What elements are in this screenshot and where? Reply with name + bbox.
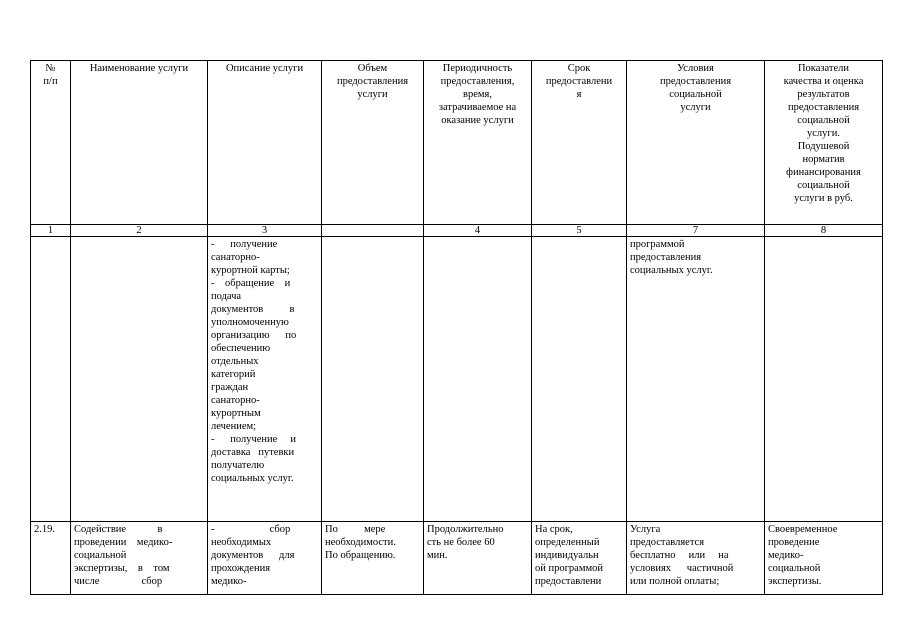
text-line: - обращение и <box>211 278 291 289</box>
cell-service-number: 2.19. <box>31 522 71 595</box>
cell-conditions-continued <box>627 237 765 522</box>
header-volume: Объем предоставления услуги <box>322 61 424 225</box>
text-line: экспертизы, в том <box>74 563 170 574</box>
text-line: документов для <box>211 550 295 561</box>
text-line: предоставлени <box>535 576 602 587</box>
text-line: получателю <box>211 460 265 471</box>
column-number: 3 <box>208 225 322 237</box>
text-line: прохождения <box>211 563 271 574</box>
text-line: числе сбор <box>74 576 163 587</box>
text-line: медико- <box>211 576 247 587</box>
conditions-lines <box>630 238 761 277</box>
document-page <box>30 60 883 595</box>
text-line: санаторно- <box>211 395 260 406</box>
text-line: условиях частичной <box>630 563 734 574</box>
service-row-2-19 <box>31 522 883 595</box>
cell-service-description <box>208 522 322 595</box>
services-table <box>30 60 883 595</box>
header-periodicity: Периодичность предоставления, время, затрачиваемое на оказание услуги <box>424 61 532 225</box>
cell-empty <box>31 237 71 522</box>
description-lines <box>211 238 318 485</box>
text-line: - получение <box>211 239 278 250</box>
cell-description-continued <box>208 237 322 522</box>
text-line: индивидуальн <box>535 550 599 561</box>
text-line: - получение и <box>211 434 297 445</box>
service-quality-lines <box>768 523 879 588</box>
text-line: программой <box>630 239 685 250</box>
cell-service-volume <box>322 522 424 595</box>
text-line: проведение <box>768 537 820 548</box>
text-line: медико- <box>768 550 804 561</box>
text-line: определенный <box>535 537 600 548</box>
text-line: лечением; <box>211 421 257 432</box>
text-line: социальной <box>74 550 127 561</box>
text-line: организацию по <box>211 330 297 341</box>
service-conditions-lines <box>630 523 761 588</box>
text-line: мин. <box>427 550 448 561</box>
cell-empty <box>424 237 532 522</box>
text-line: или полной оплаты; <box>630 576 720 587</box>
text-line: документов в <box>211 304 295 315</box>
text-line: обеспечению <box>211 343 271 354</box>
text-line: Продолжительно <box>427 524 504 535</box>
text-line: необходимых <box>211 537 272 548</box>
text-line: - сбор <box>211 524 291 535</box>
service-name-lines <box>74 523 204 588</box>
text-line: курортной карты; <box>211 265 290 276</box>
text-line: социальных услуг. <box>630 265 713 276</box>
text-line: необходимости. <box>325 537 396 548</box>
text-line: курортным <box>211 408 261 419</box>
text-line: социальных услуг. <box>211 473 294 484</box>
header-service-name: Наименование услуги <box>71 61 208 225</box>
cell-service-term <box>532 522 627 595</box>
continuation-row <box>31 237 883 522</box>
text-line: граждан <box>211 382 249 393</box>
column-number-row <box>31 225 883 237</box>
service-volume-lines <box>325 523 420 562</box>
text-line: Своевременное <box>768 524 838 535</box>
text-line: социальной <box>768 563 821 574</box>
text-line: категорий <box>211 369 256 380</box>
cell-service-name <box>71 522 208 595</box>
cell-service-conditions <box>627 522 765 595</box>
column-number: 8 <box>765 225 883 237</box>
text-line: предоставляется <box>630 537 705 548</box>
cell-empty <box>765 237 883 522</box>
header-service-description: Описание услуги <box>208 61 322 225</box>
cell-service-quality <box>765 522 883 595</box>
text-line: бесплатно или на <box>630 550 729 561</box>
service-term-lines <box>535 523 623 588</box>
cell-empty <box>322 237 424 522</box>
column-number-empty <box>322 225 424 237</box>
cell-service-periodicity <box>424 522 532 595</box>
header-number: № п/п <box>31 61 71 225</box>
column-number: 7 <box>627 225 765 237</box>
header-conditions: Условия предоставления социальной услуги <box>627 61 765 225</box>
text-line: предоставления <box>630 252 702 263</box>
header-row <box>31 61 883 225</box>
text-line: Услуга <box>630 524 661 535</box>
service-periodicity-lines <box>427 523 528 562</box>
text-line: ой программой <box>535 563 603 574</box>
service-description-lines <box>211 523 318 588</box>
text-line: уполномоченную <box>211 317 289 328</box>
text-line: подача <box>211 291 242 302</box>
text-line: По обращению. <box>325 550 396 561</box>
text-line: Содействие в <box>74 524 163 535</box>
text-line: сть не более 60 <box>427 537 495 548</box>
column-number: 4 <box>424 225 532 237</box>
text-line: проведении медико- <box>74 537 173 548</box>
text-line: санаторно- <box>211 252 260 263</box>
text-line: экспертизы. <box>768 576 822 587</box>
column-number: 5 <box>532 225 627 237</box>
text-line: По мере <box>325 524 386 535</box>
text-line: отдельных <box>211 356 259 367</box>
column-number: 2 <box>71 225 208 237</box>
header-quality: Показатели качества и оценка результатов предоставления социальной услуги. Подушевой норматив финансирования социальной услуги в руб. <box>765 61 883 225</box>
column-number: 1 <box>31 225 71 237</box>
header-term: Срок предоставлени я <box>532 61 627 225</box>
text-line: На срок, <box>535 524 573 535</box>
cell-empty <box>71 237 208 522</box>
text-line: доставка путевки <box>211 447 295 458</box>
cell-empty <box>532 237 627 522</box>
